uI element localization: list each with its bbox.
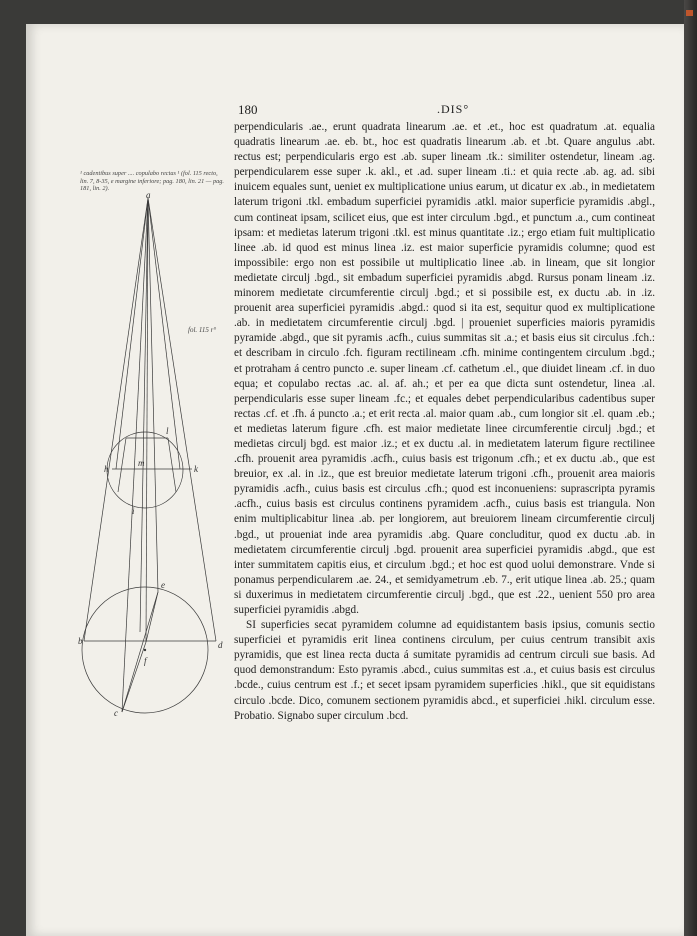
- line-ad: [148, 198, 216, 641]
- page-edge: [684, 0, 697, 936]
- label-a: a: [146, 190, 151, 200]
- label-i: i: [132, 506, 135, 516]
- label-f: f: [144, 656, 147, 666]
- label-h: h: [104, 464, 109, 474]
- folio-reference: fol. 115 r°: [188, 326, 217, 334]
- upper-circle: [107, 432, 183, 508]
- paragraph-1: perpendicularis .ae., erunt quadrata linearum .ae. et .et., hoc est quadratum .at. equalia quadratis linearum .ae. eb. bt., hoc est quadratis linearum .ab. et .bt. Quare angulus .abt. rectus est; perpendicularis ergo est .ab. super lineam .tk.: similiter ostendetur, lineam .ag. perpendicularem esse super .k. akl., et .ad. super lineam .ti.: et quia recte .ab. ag. ad. sibi inuicem equales sunt, ueniet ex multiplicatione unius earum, ut dicatur ex .ab., in medietatem laterum trigoni .tkl. embadum superficiei pyramidis .atkl. maior superficie pyramidis .abgl., cum contineat ipsam, scilicet eius, que est inter circulum .bgd., et punctum .a., cum contineat ipsam: et medietas laterum trigoni .tkl. est minus quantitate .iz.; ergo etiam fuit multiplicatio linee .ab. id quod est minus linea .iz. est maior superficie pyramidis columne; quod est impossibile: ergo non est possibile ut multiplicatio linee .ab. in lineam, que sit longior medietate circulj .bgd., sit embadum superficiei pyramidis .abgd. Rursus ponam lineam .iz. minorem medietate circumferentie circulj .bgd.; et si possibile est, ex ductu .ab. in .iz. prouenit area superficiei pyramidis .abgd.: quod si ita est, sequitur quod ex multiplicatione .ab. in medietatem circumferentie circulj .bgd. | proueniet superficies maioris pyramidis pyramide .abgd., que sit pyramis .acfh., cuius summitas sit .a.; et basis eius sit circulus .fch.: et describam in circulo .fch. figuram rectilineam .cfh. minime contingentem circulum .bgd.; et protraham á centro puncto .e. super lineam .cf. cathetum .el., que diuidet lineam .cf. in duo equa; et copulabo rectas .ac. al. af. ah.; et per ea que dicta sunt ostendetur, linea .al. perpendicularis esse super lineam .fc.; et equales debet perpendicularibus cadentibus super rectas .cf. et .fh. á puncto .a.; et erit recta .al. maior quam .ab., cum longior sit .el. quam .eb.; et medietas laterum figure .cfh. est maior medietate linee circumferentie circulj .bgd.; et medietas circulj bgd. est maior .iz.; et ex ductu .al. in medietatem laterum figure rectilinee .cfh. prouenit area pyramidis .acfh., cuius basis est trigonum .cfh.; et ex ductu .ab., que est breuior, ex .al. in .iz., que est breuior medietate laterum trigoni .cfh., prouenit area maioris pyramidis .acfh., cuius basis est circulus .cfh.; quod est inconueniens: suprascripta pyramis .acfh., cuius basis est circulus continens pyramidem .acfh., cuius basis est triangula. Non enim multiplicabitur linea .ab. per longiorem, aut breuiorem lineam circumferentie circulj .bgd., ut proueniat inde area pyramidis .abg. Quare concluditur, quod ex ductu .ab. in medietatem circumferentie circulj .bgd. prouenit area superficiei pyramidis .abgd., que est inter summitatem capitis eius, et circulum .bgd.; et hoc est quod uolui demonstrare. Vnde si ponamus perpendicularem .ae. 24., et semidyametrum .eb. 7., erit utique linea .ab. 25.; quam si duxerimus in medietatem circumferentie circulj .bgd., que est .22., uenient 550 pro area superficiei pyramidis .abgd.: [234, 121, 655, 616]
- label-l: l: [166, 426, 169, 436]
- margin-note: ¹ cadentibus super .... copulabo rectas ¹ (fol. 115 recto, lin. 7, 8-35, e margine inferiore; pag. 180, lin. 21 — pag. 181, lin. 2).: [80, 170, 225, 193]
- paragraph-2: SI superficies secat pyramidem columne ad equidistantem basis ipsius, comunis sectio superficiei et pyramidis erit linea continens circulum, per cuius centrum transibit axis pyramidis, que est linea recta ducta á sumitate pyramidis ad centrum circuli sue basis. Ad quod demonstrandum: Esto pyramis .abcd., cuius summitas est .a., et cuius basis est circulus .bcde., cuius centrum est .f.; et secet ipsam pyramidem superficies .hikl., que sit equidistans circulo .bcde. Dico, comunem sectionem pyramidis abcd., et superficiei .hikl. circulum esse. Probatio. Signabo super circulum .bcd.: [234, 619, 655, 722]
- bookmark-tab: [686, 10, 693, 16]
- label-b: b: [78, 636, 83, 646]
- geometric-figure: [80, 192, 230, 722]
- label-e: e: [161, 580, 165, 590]
- label-c: c: [114, 708, 118, 718]
- label-d: d: [218, 640, 223, 650]
- label-k: k: [194, 464, 198, 474]
- running-head: .DIS°: [437, 102, 470, 116]
- body-text: [234, 120, 655, 724]
- label-m: m: [138, 458, 145, 468]
- page-number: 180: [238, 102, 258, 117]
- line-ab: [84, 198, 148, 641]
